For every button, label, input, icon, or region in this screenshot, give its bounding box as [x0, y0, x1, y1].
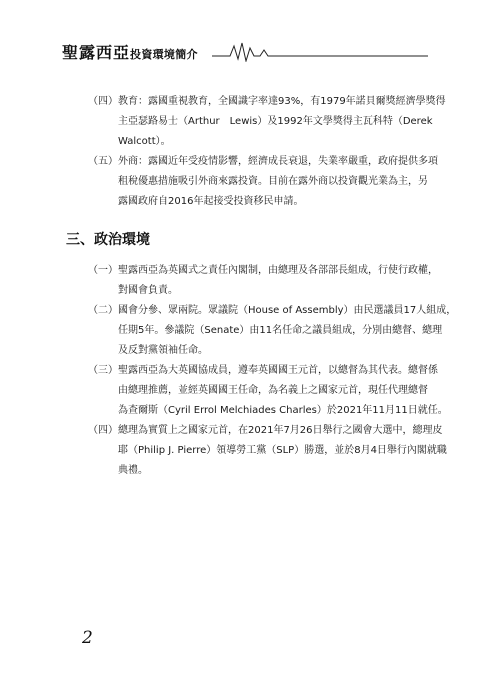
paragraph-parliament — [88, 301, 456, 361]
paragraph-line — [88, 132, 446, 152]
paragraph-line — [88, 381, 448, 401]
paragraph-text: 及反對黨領袖任命。 — [118, 345, 208, 356]
paragraph-line — [88, 341, 456, 361]
header-title-sub: 投資環境簡介 — [130, 48, 198, 61]
item-number: （一） — [88, 265, 118, 276]
paragraph-text: 主亞瑟路易士（Arthur Lewis）及1992年文學獎得主瓦科特（Derek — [118, 116, 433, 127]
paragraph-line — [88, 172, 438, 192]
paragraph-text: 租稅優惠措施吸引外商來露投資。目前在露外商以投資觀光業為主，另 — [118, 176, 428, 187]
paragraph-prime-minister — [88, 421, 447, 481]
paragraph-text: 總理為實質上之國家元首，在2021年7月26日舉行之國會大選中，總理皮 — [118, 425, 443, 436]
paragraph-line — [88, 361, 448, 381]
paragraph-text: 教育：露國重視教育，全國識字率達93%，有1979年諾貝爾獎經濟學獎得 — [118, 96, 446, 107]
paragraph-governor-general — [88, 361, 448, 421]
paragraph-foreign-business — [88, 152, 438, 212]
item-number: （五） — [88, 156, 118, 167]
paragraph-line — [88, 441, 447, 461]
section-heading-politics: 三、政治環境 — [66, 232, 150, 248]
header-title — [62, 40, 198, 63]
paragraph-text: 露國政府自2016年起接受投資移民申請。 — [118, 196, 304, 207]
paragraph-line — [88, 421, 447, 441]
paragraph-line — [88, 92, 446, 112]
paragraph-cabinet-system — [88, 261, 438, 301]
item-number: （四） — [88, 96, 118, 107]
item-number: （三） — [88, 365, 118, 376]
paragraph-line — [88, 192, 438, 212]
paragraph-text: 由總理推薦，並經英國國王任命，為名義上之國家元首，現任代理總督 — [118, 385, 428, 396]
paragraph-text: 國會分參、眾兩院。眾議院（House of Assembly）由民選議員17人組成， — [118, 305, 457, 316]
heartbeat-line-decoration — [212, 40, 428, 62]
paragraph-line — [88, 401, 448, 421]
paragraph-text: Walcott）。 — [118, 136, 171, 147]
paragraph-text: 外商：露國近年受疫情影響，經濟成長衰退，失業率嚴重，政府提供多項 — [118, 156, 438, 167]
paragraph-line — [88, 152, 438, 172]
paragraph-line — [88, 461, 447, 481]
paragraph-line — [88, 281, 438, 301]
paragraph-education — [88, 92, 446, 152]
paragraph-line — [88, 261, 438, 281]
paragraph-text: 典禮。 — [118, 465, 148, 476]
paragraph-text: 為查爾斯（Cyril Errol Melchiades Charles）於2021年11月11日就任。 — [118, 405, 448, 416]
item-number: （四） — [88, 425, 118, 436]
paragraph-text: 任期5年。參議院（Senate）由11名任命之議員組成，分別由總督、總理 — [118, 325, 443, 336]
item-number: （二） — [88, 305, 118, 316]
header-title-main: 聖露西亞 — [62, 43, 131, 62]
paragraph-line — [88, 301, 456, 321]
paragraph-line — [88, 321, 456, 341]
running-header — [62, 40, 428, 62]
paragraph-text: 對國會負責。 — [118, 285, 178, 296]
paragraph-text: 耶（Philip J. Pierre）領導勞工黨（SLP）勝選，並於8月4日舉行內閣就職 — [118, 445, 447, 456]
paragraph-line — [88, 112, 446, 132]
page-number: 2 — [82, 628, 93, 648]
paragraph-text: 聖露西亞為大英國協成員，遵奉英國國王元首，以總督為其代表。總督係 — [118, 365, 438, 376]
paragraph-text: 聖露西亞為英國式之責任內閣制，由總理及各部部長組成，行使行政權， — [118, 265, 438, 276]
